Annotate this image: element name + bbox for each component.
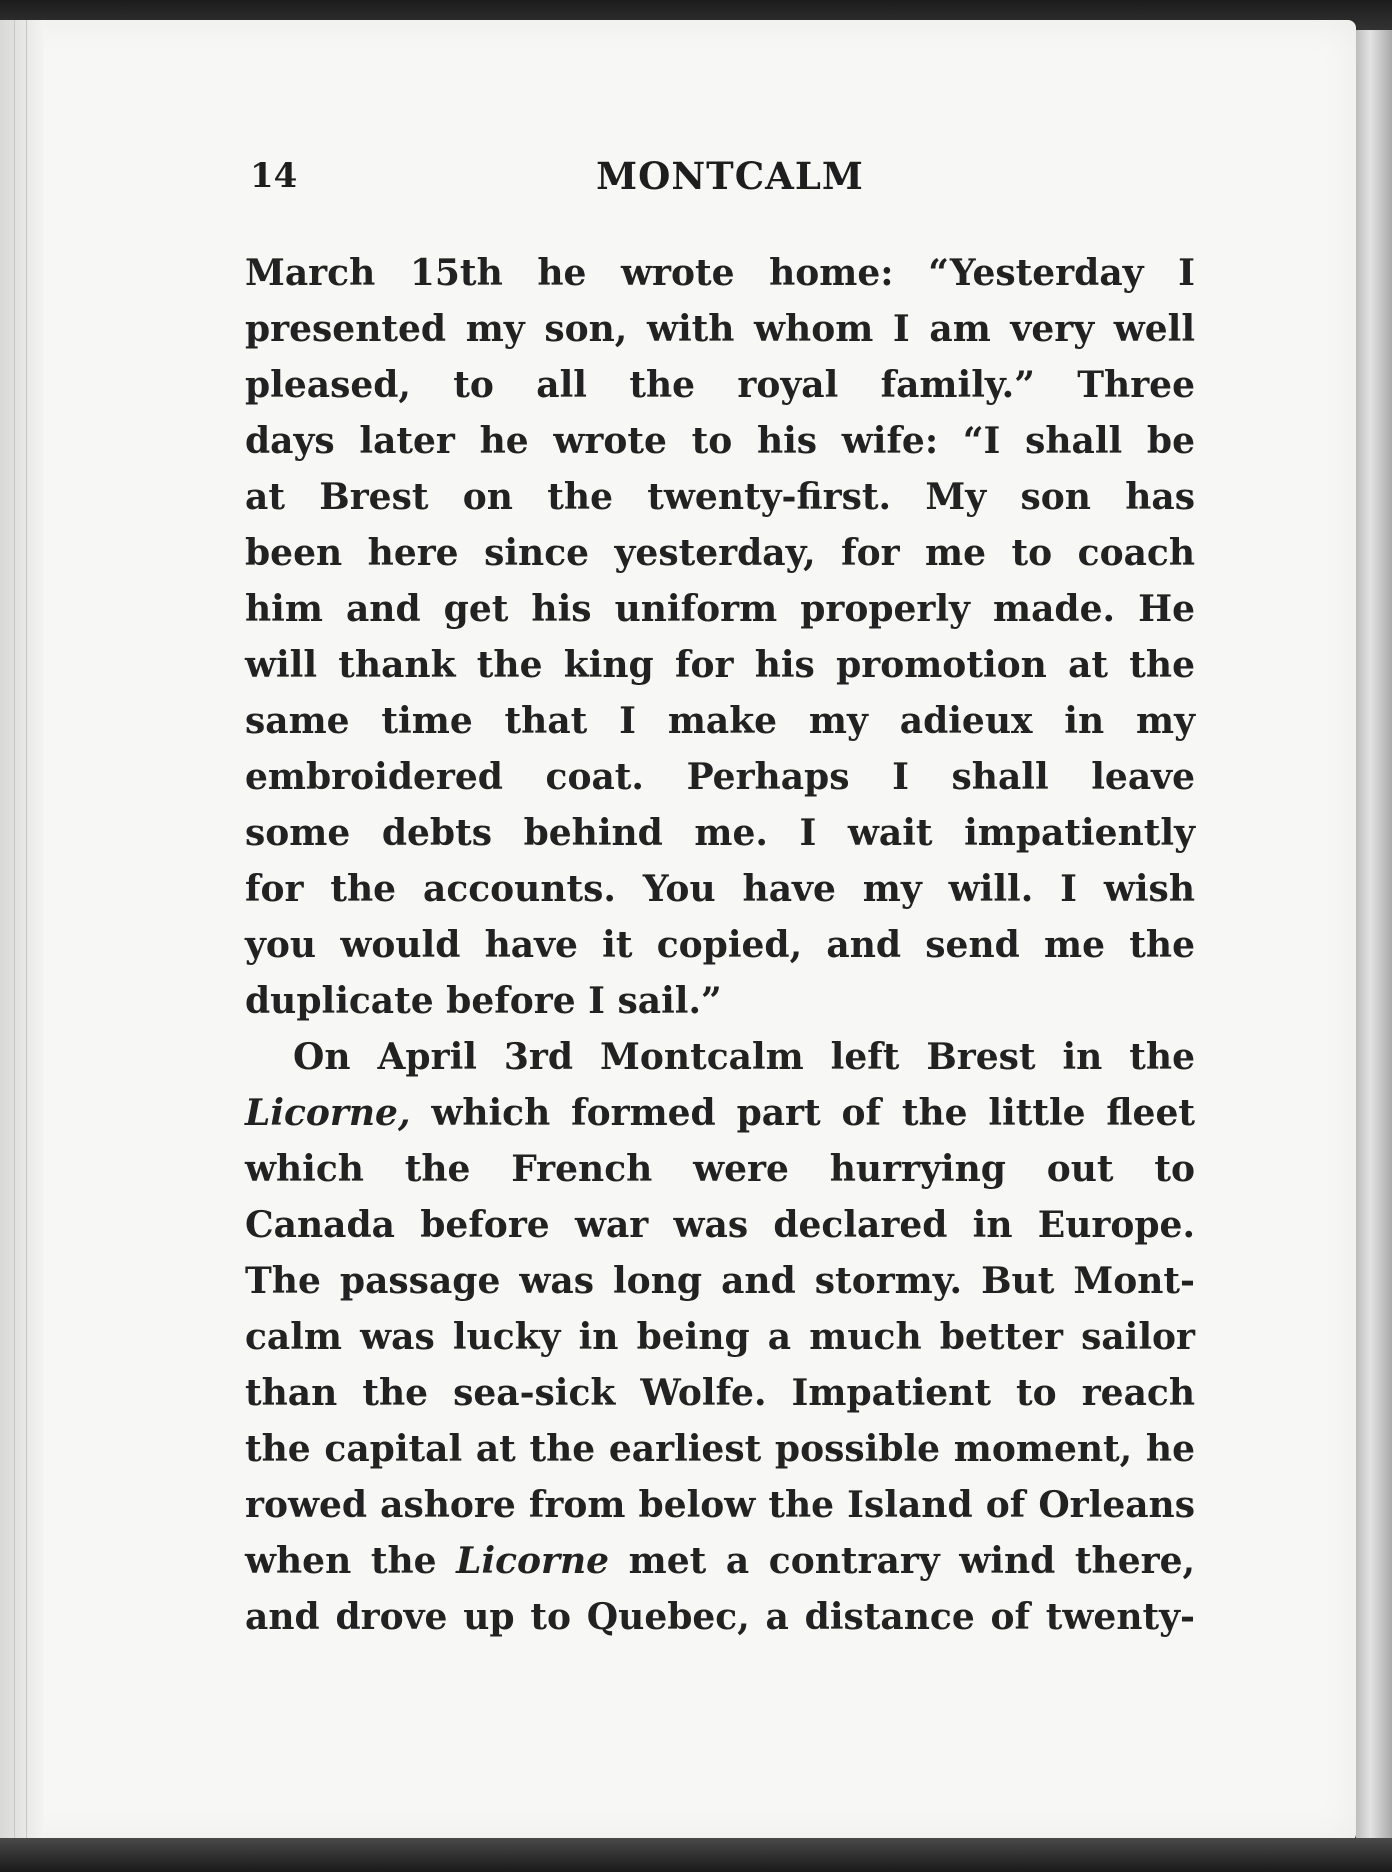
text-line: for the accounts. You have my will. I wish	[245, 868, 1195, 910]
text-line: The passage was long and stormy. But Mont-	[245, 1260, 1195, 1302]
text-line: will thank the king for his promotion at the	[245, 644, 1195, 686]
body-text	[245, 245, 1195, 1645]
text-line: which the French were hurrying out to	[245, 1148, 1195, 1190]
text-line	[245, 1085, 1195, 1141]
text-line	[245, 1533, 1195, 1589]
text-line: duplicate before I sail.”	[245, 980, 722, 1022]
text-line: and drove up to Quebec, a distance of twenty-	[245, 1596, 1195, 1638]
text-line: days later he wrote to his wife: “I shall be	[245, 420, 1195, 462]
page-gutter	[0, 20, 44, 1842]
gutter-line	[14, 20, 15, 1842]
text-line: Canada before war was declared in Europe.	[245, 1204, 1195, 1246]
ship-name: Licorne	[456, 1540, 610, 1582]
page-edge	[1356, 30, 1392, 1842]
text-line: the capital at the earliest possible moment, he	[245, 1428, 1195, 1470]
text-line: some debts behind me. I wait impatiently	[245, 812, 1195, 854]
text-line: presented my son, with whom I am very well	[245, 308, 1195, 350]
text-line: March 15th he wrote home: “Yesterday I	[245, 252, 1195, 294]
text-line: at Brest on the twenty-first. My son has	[245, 476, 1195, 518]
text-line: pleased, to all the royal family.” Three	[245, 364, 1195, 406]
gutter-line	[26, 20, 27, 1842]
text-line: you would have it copied, and send me the	[245, 924, 1195, 966]
text-line: than the sea-sick Wolfe. Impatient to reach	[245, 1372, 1195, 1414]
text-line: rowed ashore from below the Island of Orleans	[245, 1484, 1195, 1526]
page-header	[250, 150, 1210, 206]
running-title: MONTCALM	[596, 154, 864, 198]
text-line: been here since yesterday, for me to coach	[245, 532, 1195, 574]
page-number: 14	[250, 156, 298, 196]
scan-bottom-border	[0, 1838, 1392, 1872]
text-line: embroidered coat. Perhaps I shall leave	[245, 756, 1195, 798]
text-segment: when the	[245, 1540, 457, 1582]
text-line: On April 3rd Montcalm left Brest in the	[293, 1036, 1195, 1078]
text-line: calm was lucky in being a much better sailor	[245, 1316, 1195, 1358]
ship-name: Licorne,	[245, 1092, 411, 1134]
text-segment: which formed part of the little fleet	[410, 1092, 1195, 1134]
text-line: him and get his uniform properly made. He	[245, 588, 1195, 630]
text-line: same time that I make my adieux in my	[245, 700, 1195, 742]
text-segment: met a contrary wind there,	[609, 1540, 1196, 1582]
